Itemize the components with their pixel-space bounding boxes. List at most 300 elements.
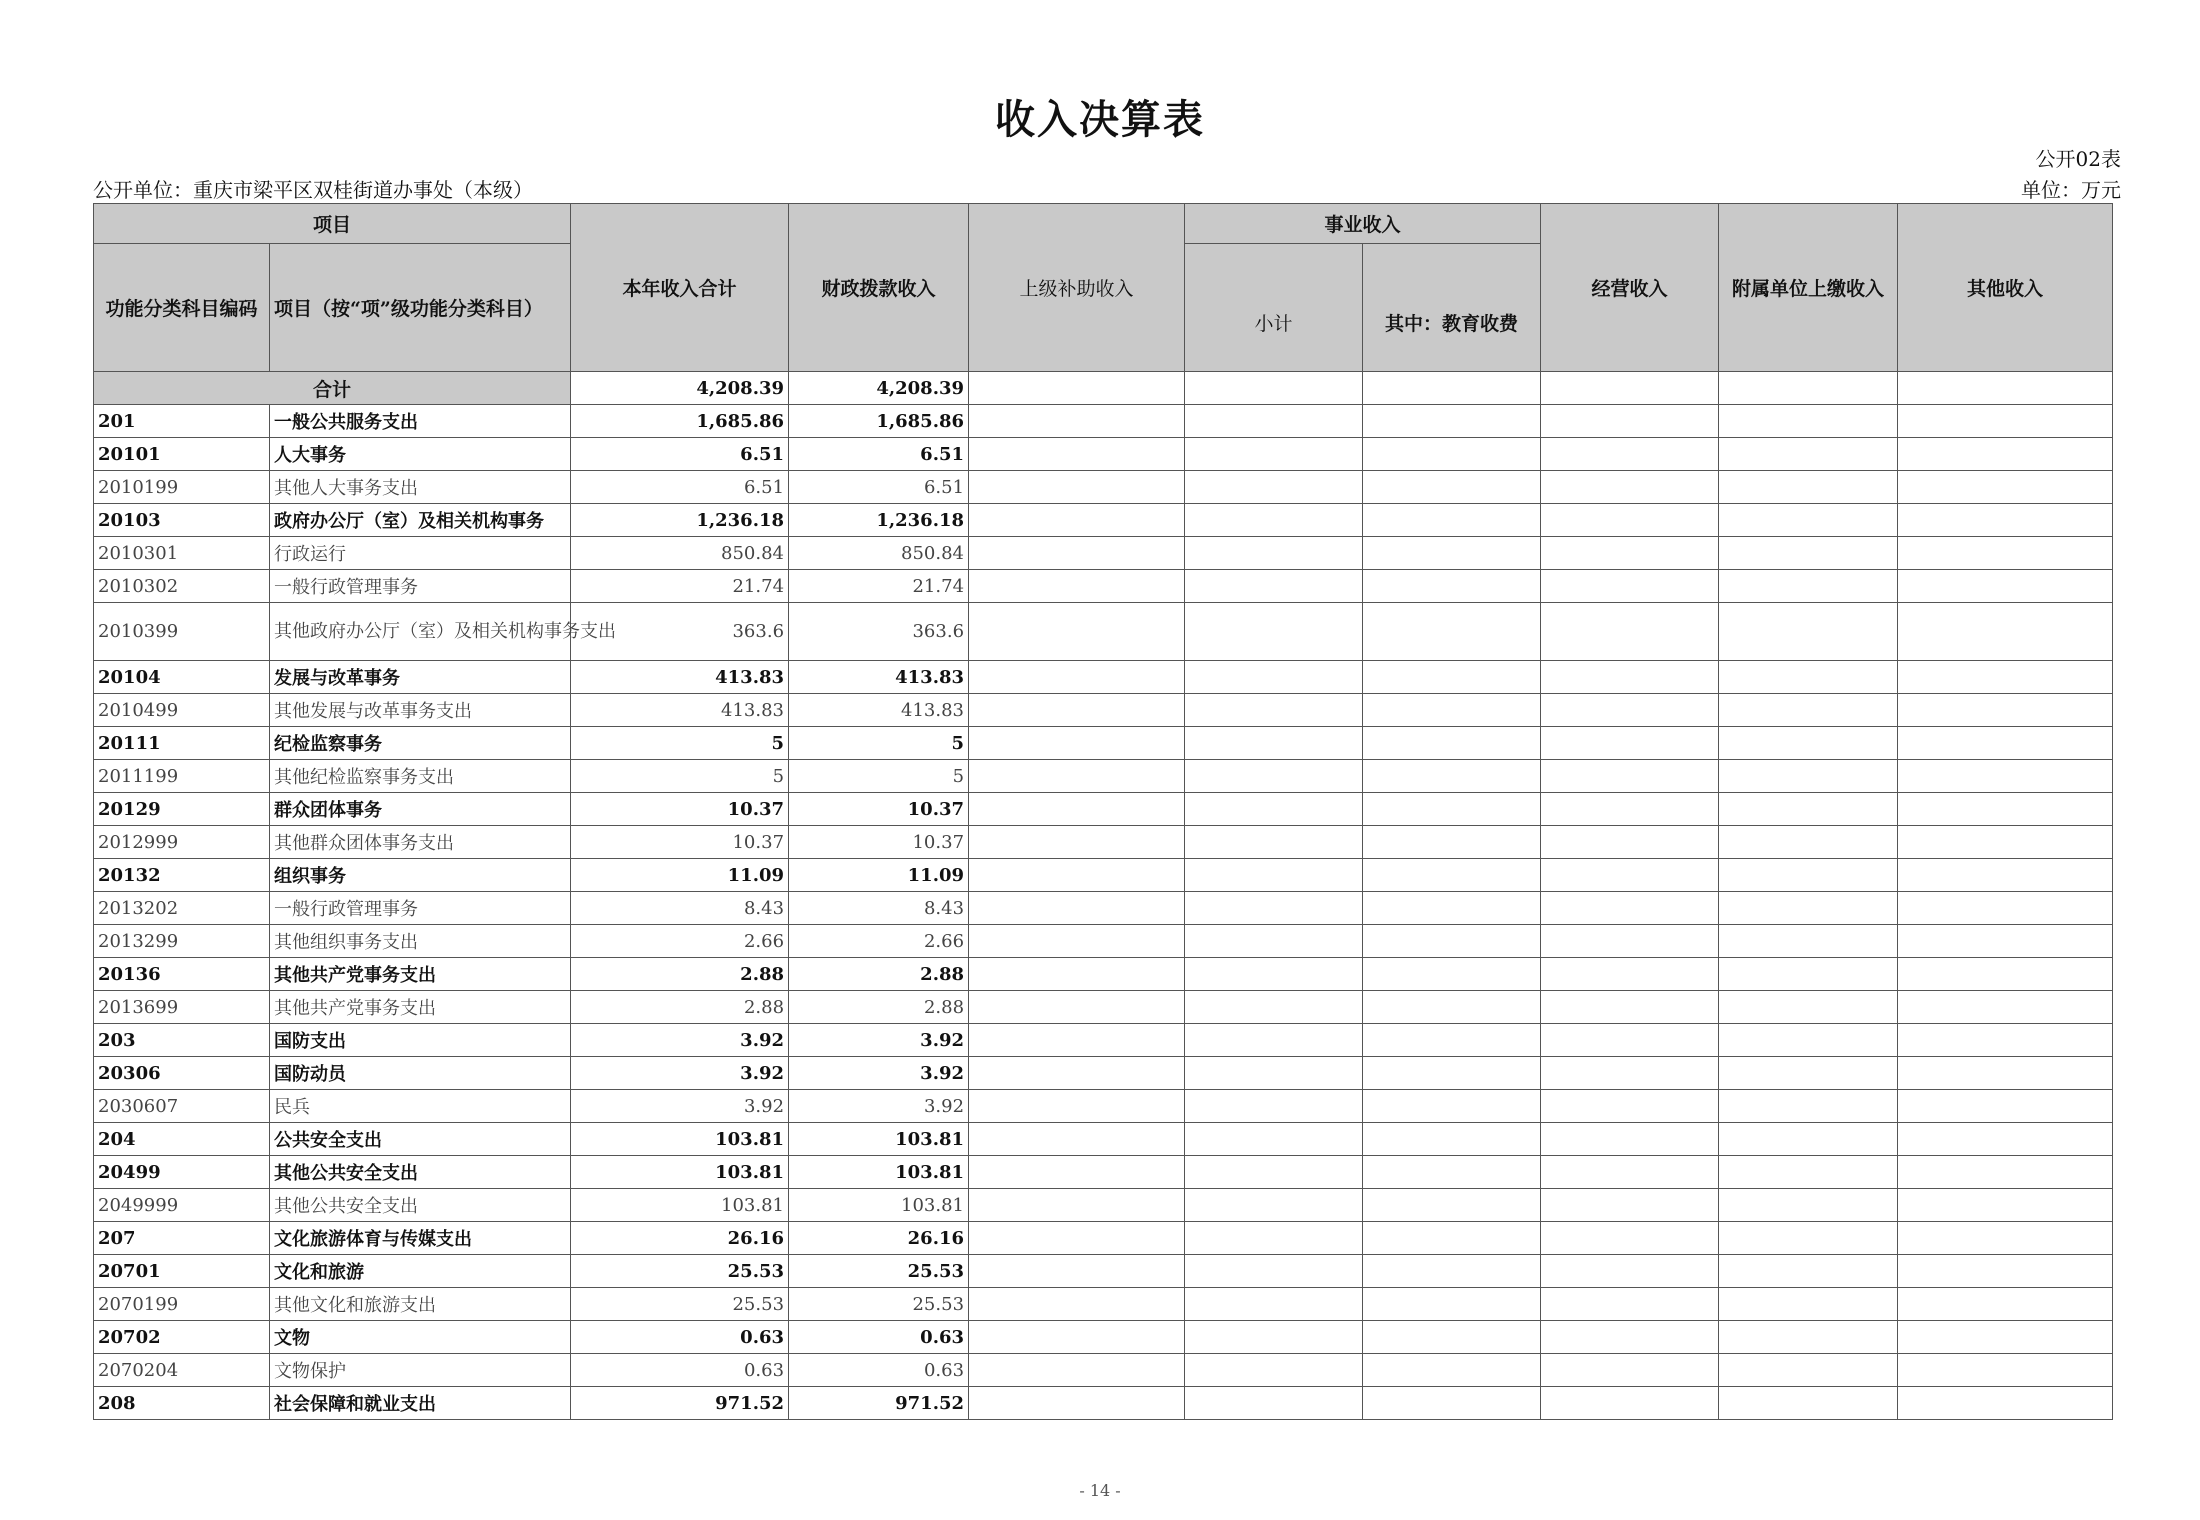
empty-cell [969,372,1185,405]
row-total-income: 25.53 [571,1255,789,1288]
empty-cell [969,661,1185,694]
row-code: 2070204 [94,1354,270,1387]
row-total-income: 10.37 [571,793,789,826]
row-item-name: 文化旅游体育与传媒支出 [270,1222,571,1255]
empty-cell [1541,504,1719,537]
row-item-name: 社会保障和就业支出 [270,1387,571,1420]
form-number: 公开02表 [2035,147,2121,171]
empty-cell [1719,1222,1898,1255]
empty-cell [1185,1222,1363,1255]
row-total-income: 413.83 [571,661,789,694]
total-label: 合计 [94,372,571,405]
row-fiscal-income: 3.92 [789,1057,969,1090]
empty-cell [1898,925,2113,958]
empty-cell [1719,570,1898,603]
row-code: 20306 [94,1057,270,1090]
header-fiscal-income: 财政拨款收入 [789,204,969,372]
empty-cell [969,793,1185,826]
row-fiscal-income: 6.51 [789,471,969,504]
empty-cell [969,1156,1185,1189]
table-row [94,570,2113,603]
row-item-name: 政府办公厅（室）及相关机构事务 [270,504,571,537]
empty-cell [1898,1123,2113,1156]
empty-cell [1185,661,1363,694]
empty-cell [1719,504,1898,537]
empty-cell [1185,372,1363,405]
row-item-name: 其他群众团体事务支出 [270,826,571,859]
empty-cell [1363,958,1541,991]
row-code: 2013699 [94,991,270,1024]
row-fiscal-income: 8.43 [789,892,969,925]
row-fiscal-income: 1,236.18 [789,504,969,537]
empty-cell [1363,1123,1541,1156]
empty-cell [1898,1354,2113,1387]
empty-cell [969,958,1185,991]
row-total-income: 1,685.86 [571,405,789,438]
empty-cell [1185,1123,1363,1156]
empty-cell [1719,1024,1898,1057]
empty-cell [1541,405,1719,438]
row-code: 2013202 [94,892,270,925]
row-code: 2070199 [94,1288,270,1321]
empty-cell [1719,1387,1898,1420]
empty-cell [1363,925,1541,958]
table-row [94,1288,2113,1321]
empty-cell [1363,504,1541,537]
row-code: 2010499 [94,694,270,727]
empty-cell [1185,471,1363,504]
row-item-name: 其他公共安全支出 [270,1156,571,1189]
empty-cell [1541,1123,1719,1156]
empty-cell [969,471,1185,504]
row-item-name: 其他发展与改革事务支出 [270,694,571,727]
row-item-name: 其他共产党事务支出 [270,991,571,1024]
empty-cell [1185,438,1363,471]
empty-cell [969,405,1185,438]
empty-cell [969,859,1185,892]
empty-cell [969,1024,1185,1057]
row-total-income: 26.16 [571,1222,789,1255]
empty-cell [1898,1156,2113,1189]
empty-cell [1898,892,2113,925]
empty-cell [1185,1189,1363,1222]
empty-cell [1541,661,1719,694]
empty-cell [1363,760,1541,793]
row-code: 2049999 [94,1189,270,1222]
header-education-fee: 其中：教育收费 [1363,244,1541,372]
row-total-income: 8.43 [571,892,789,925]
empty-cell [1898,1288,2113,1321]
row-item-name: 一般公共服务支出 [270,405,571,438]
row-fiscal-income: 10.37 [789,793,969,826]
row-code: 20132 [94,859,270,892]
empty-cell [1898,372,2113,405]
empty-cell [969,727,1185,760]
table-row [94,1255,2113,1288]
row-code: 20136 [94,958,270,991]
header-code: 功能分类科目编码 [94,244,270,372]
empty-cell [1541,1057,1719,1090]
row-fiscal-income: 25.53 [789,1255,969,1288]
empty-cell [1898,1024,2113,1057]
row-code: 20104 [94,661,270,694]
table-row [94,793,2113,826]
organization-label: 公开单位：重庆市梁平区双桂街道办事处（本级） [93,178,533,202]
empty-cell [1541,958,1719,991]
row-code: 2010199 [94,471,270,504]
header-superior-subsidy: 上级补助收入 [969,204,1185,372]
row-total-income: 103.81 [571,1123,789,1156]
row-code: 2011199 [94,760,270,793]
row-total-income: 0.63 [571,1321,789,1354]
header-subtotal: 小计 [1185,244,1363,372]
row-item-name: 其他政府办公厅（室）及相关机构事务支出 [270,603,571,661]
table-row [94,1189,2113,1222]
empty-cell [1541,727,1719,760]
table-row [94,991,2113,1024]
empty-cell [1898,793,2113,826]
row-fiscal-income: 0.63 [789,1321,969,1354]
empty-cell [1363,859,1541,892]
row-fiscal-income: 1,685.86 [789,405,969,438]
empty-cell [1719,793,1898,826]
header-operating-income: 经营收入 [1541,204,1719,372]
empty-cell [1541,603,1719,661]
row-item-name: 一般行政管理事务 [270,892,571,925]
empty-cell [1719,727,1898,760]
empty-cell [1363,1024,1541,1057]
table-row [94,958,2113,991]
row-fiscal-income: 6.51 [789,438,969,471]
empty-cell [1185,793,1363,826]
total-row [94,372,2113,405]
empty-cell [1898,438,2113,471]
table-row [94,603,2113,661]
row-total-income: 5 [571,760,789,793]
row-total-income: 11.09 [571,859,789,892]
row-code: 203 [94,1024,270,1057]
empty-cell [1541,892,1719,925]
empty-cell [1898,1090,2113,1123]
empty-cell [1185,1255,1363,1288]
row-total-income: 971.52 [571,1387,789,1420]
empty-cell [1541,991,1719,1024]
row-item-name: 其他公共安全支出 [270,1189,571,1222]
row-item-name: 国防支出 [270,1024,571,1057]
empty-cell [1185,727,1363,760]
table-row [94,1057,2113,1090]
empty-cell [1541,859,1719,892]
row-item-name: 文物保护 [270,1354,571,1387]
row-item-name: 公共安全支出 [270,1123,571,1156]
row-code: 207 [94,1222,270,1255]
row-code: 2010302 [94,570,270,603]
empty-cell [1541,438,1719,471]
empty-cell [1541,1222,1719,1255]
empty-cell [1541,471,1719,504]
row-code: 208 [94,1387,270,1420]
empty-cell [1185,925,1363,958]
table-row [94,1387,2113,1420]
row-total-income: 6.51 [571,438,789,471]
empty-cell [1898,826,2113,859]
empty-cell [1185,1090,1363,1123]
empty-cell [969,925,1185,958]
row-code: 20103 [94,504,270,537]
empty-cell [1185,694,1363,727]
empty-cell [1185,1354,1363,1387]
empty-cell [969,504,1185,537]
empty-cell [1719,925,1898,958]
empty-cell [1898,991,2113,1024]
table-row [94,504,2113,537]
empty-cell [969,1288,1185,1321]
empty-cell [969,1123,1185,1156]
total-fiscal-cell: 4,208.39 [789,372,969,405]
row-fiscal-income: 3.92 [789,1024,969,1057]
empty-cell [1185,1288,1363,1321]
empty-cell [1185,991,1363,1024]
empty-cell [1541,372,1719,405]
row-code: 20499 [94,1156,270,1189]
empty-cell [969,1321,1185,1354]
row-fiscal-income: 0.63 [789,1354,969,1387]
row-code: 20111 [94,727,270,760]
empty-cell [969,603,1185,661]
empty-cell [1541,1156,1719,1189]
empty-cell [1719,471,1898,504]
empty-cell [969,826,1185,859]
empty-cell [1363,405,1541,438]
table-row [94,1321,2113,1354]
empty-cell [1363,471,1541,504]
row-fiscal-income: 2.88 [789,991,969,1024]
row-code: 20702 [94,1321,270,1354]
unit-line [93,174,2121,200]
row-total-income: 850.84 [571,537,789,570]
row-total-income: 10.37 [571,826,789,859]
empty-cell [1541,793,1719,826]
empty-cell [1185,537,1363,570]
row-fiscal-income: 850.84 [789,537,969,570]
row-total-income: 2.88 [571,991,789,1024]
empty-cell [1719,1288,1898,1321]
row-code: 2012999 [94,826,270,859]
empty-cell [1719,1090,1898,1123]
empty-cell [1719,892,1898,925]
table-row [94,826,2113,859]
empty-cell [969,1090,1185,1123]
empty-cell [1363,603,1541,661]
empty-cell [1185,958,1363,991]
row-fiscal-income: 2.66 [789,925,969,958]
row-fiscal-income: 103.81 [789,1156,969,1189]
empty-cell [969,1255,1185,1288]
row-code: 2010399 [94,603,270,661]
row-fiscal-income: 26.16 [789,1222,969,1255]
row-fiscal-income: 103.81 [789,1189,969,1222]
table-row [94,694,2113,727]
row-item-name: 其他共产党事务支出 [270,958,571,991]
empty-cell [1363,1222,1541,1255]
table-row [94,438,2113,471]
empty-cell [1185,826,1363,859]
row-item-name: 其他人大事务支出 [270,471,571,504]
empty-cell [1898,570,2113,603]
row-code: 20129 [94,793,270,826]
empty-cell [1541,1090,1719,1123]
empty-cell [1719,1189,1898,1222]
row-item-name: 发展与改革事务 [270,661,571,694]
empty-cell [1363,1057,1541,1090]
empty-cell [1185,1387,1363,1420]
empty-cell [1719,661,1898,694]
empty-cell [969,1057,1185,1090]
empty-cell [1185,405,1363,438]
row-item-name: 纪检监察事务 [270,727,571,760]
row-fiscal-income: 413.83 [789,661,969,694]
empty-cell [969,537,1185,570]
empty-cell [969,1189,1185,1222]
empty-cell [1185,570,1363,603]
income-table [93,203,2113,1420]
row-code: 2013299 [94,925,270,958]
empty-cell [1898,1222,2113,1255]
empty-cell [1541,694,1719,727]
empty-cell [1363,1354,1541,1387]
empty-cell [1363,570,1541,603]
page-number: - 14 - [1079,1481,1121,1500]
row-fiscal-income: 363.6 [789,603,969,661]
row-total-income: 363.6 [571,603,789,661]
table-row [94,537,2113,570]
table-row [94,1354,2113,1387]
table-row [94,1156,2113,1189]
empty-cell [1363,826,1541,859]
table-row [94,405,2113,438]
empty-cell [969,1354,1185,1387]
empty-cell [1898,859,2113,892]
row-item-name: 群众团体事务 [270,793,571,826]
empty-cell [1185,603,1363,661]
row-code: 201 [94,405,270,438]
header-item-name: 项目（按“项”级功能分类科目） [270,244,571,372]
empty-cell [1719,991,1898,1024]
empty-cell [1185,892,1363,925]
row-item-name: 一般行政管理事务 [270,570,571,603]
row-total-income: 3.92 [571,1024,789,1057]
empty-cell [1363,1387,1541,1420]
empty-cell [1719,859,1898,892]
table-row [94,661,2113,694]
empty-cell [1363,372,1541,405]
row-fiscal-income: 413.83 [789,694,969,727]
empty-cell [1363,1156,1541,1189]
empty-cell [1363,694,1541,727]
empty-cell [969,991,1185,1024]
row-total-income: 5 [571,727,789,760]
table-row [94,1024,2113,1057]
empty-cell [1185,760,1363,793]
row-fiscal-income: 5 [789,760,969,793]
empty-cell [1541,925,1719,958]
empty-cell [1719,694,1898,727]
table-row [94,925,2113,958]
row-item-name: 其他纪检监察事务支出 [270,760,571,793]
empty-cell [1898,1189,2113,1222]
empty-cell [1719,1123,1898,1156]
empty-cell [969,1387,1185,1420]
table-row [94,1090,2113,1123]
empty-cell [1185,1057,1363,1090]
empty-cell [1363,1255,1541,1288]
empty-cell [1719,537,1898,570]
empty-cell [1719,1354,1898,1387]
table-row [94,892,2113,925]
empty-cell [969,570,1185,603]
empty-cell [1541,1354,1719,1387]
empty-cell [1898,694,2113,727]
empty-cell [1898,1255,2113,1288]
header-total-income: 本年收入合计 [571,204,789,372]
empty-cell [969,892,1185,925]
row-item-name: 行政运行 [270,537,571,570]
empty-cell [1898,1321,2113,1354]
total-income-cell: 4,208.39 [571,372,789,405]
header-project: 项目 [94,204,571,244]
row-item-name: 其他组织事务支出 [270,925,571,958]
row-total-income: 1,236.18 [571,504,789,537]
row-total-income: 2.66 [571,925,789,958]
empty-cell [1898,760,2113,793]
empty-cell [969,694,1185,727]
empty-cell [1898,1057,2113,1090]
row-fiscal-income: 103.81 [789,1123,969,1156]
empty-cell [1719,438,1898,471]
empty-cell [1185,1156,1363,1189]
empty-cell [1541,1189,1719,1222]
row-total-income: 3.92 [571,1057,789,1090]
row-fiscal-income: 971.52 [789,1387,969,1420]
empty-cell [1363,661,1541,694]
empty-cell [1719,958,1898,991]
row-code: 204 [94,1123,270,1156]
empty-cell [1898,727,2113,760]
row-fiscal-income: 25.53 [789,1288,969,1321]
empty-cell [1541,1255,1719,1288]
empty-cell [1541,826,1719,859]
table-row [94,727,2113,760]
empty-cell [1898,603,2113,661]
row-code: 2010301 [94,537,270,570]
row-item-name: 其他文化和旅游支出 [270,1288,571,1321]
row-fiscal-income: 5 [789,727,969,760]
row-fiscal-income: 2.88 [789,958,969,991]
empty-cell [969,760,1185,793]
row-code: 20701 [94,1255,270,1288]
empty-cell [1719,1057,1898,1090]
row-total-income: 413.83 [571,694,789,727]
empty-cell [1185,504,1363,537]
empty-cell [1363,537,1541,570]
row-total-income: 25.53 [571,1288,789,1321]
row-fiscal-income: 21.74 [789,570,969,603]
row-total-income: 0.63 [571,1354,789,1387]
header-business-income: 事业收入 [1185,204,1541,244]
row-item-name: 文化和旅游 [270,1255,571,1288]
empty-cell [1541,1288,1719,1321]
row-fiscal-income: 11.09 [789,859,969,892]
